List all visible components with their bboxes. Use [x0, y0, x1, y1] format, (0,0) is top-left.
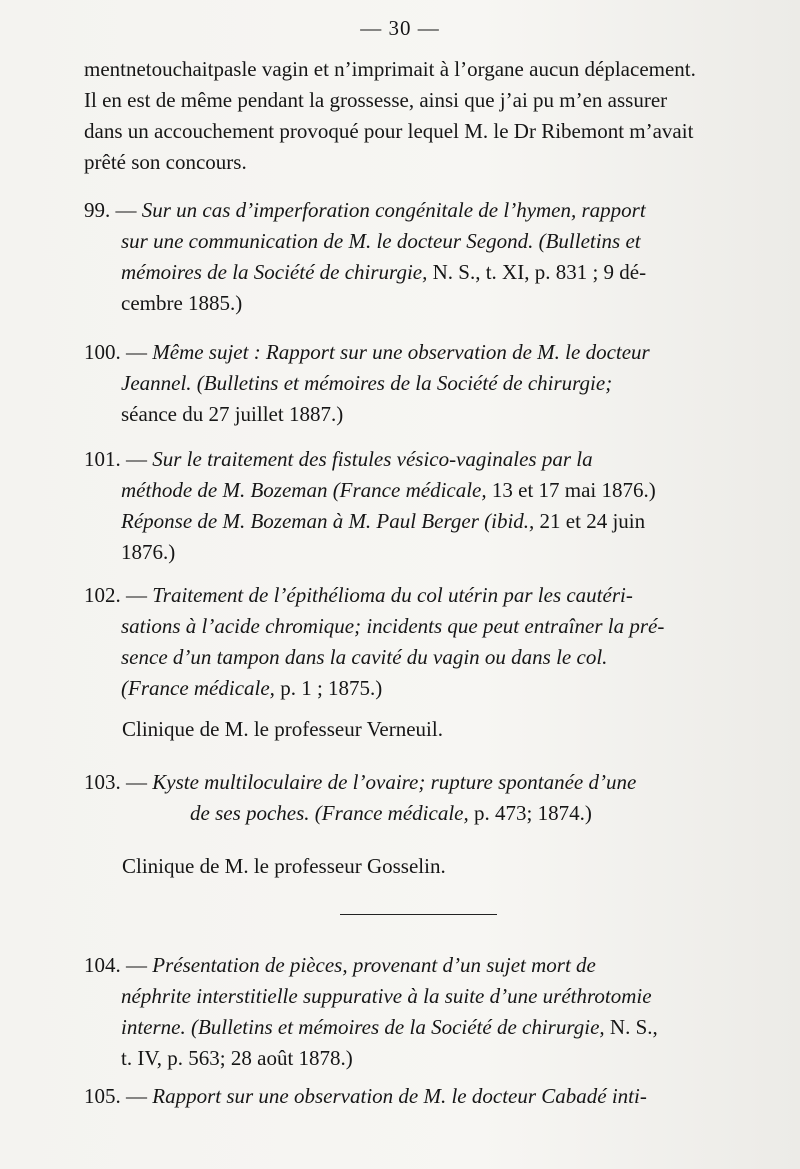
bibliography-entry-103 — [84, 767, 729, 829]
text-line: prêté son concours. — [84, 150, 247, 174]
entry-title: Présentation de pièces, provenant d’un sujet mort de — [152, 953, 596, 977]
entry-text: 21 et 24 juin — [539, 509, 646, 533]
bibliography-entry-104 — [84, 950, 729, 1074]
entry-title: Kyste multiloculaire de l’ovaire; rupture spontanée d’une — [152, 770, 637, 794]
entry-text: p. 1 ; 1875.) — [280, 676, 383, 700]
entry-text: 13 et 17 mai 1876.) — [491, 478, 656, 502]
entry-text: t. IV, p. 563; 28 août 1878.) — [121, 1046, 353, 1070]
entry-text: interne. (Bulletins et mémoires de la Société de chirurgie, — [121, 1015, 610, 1039]
text-line: Il en est de même pendant la grossesse, ainsi que j’ai pu m’en assurer — [84, 88, 668, 112]
entry-text: Jeannel. (Bulletins et mémoires de la Société de chirurgie; — [121, 371, 613, 395]
text-line: mentnetouchaitpasle vagin et n’imprimait à l’organe aucun déplacement. — [84, 57, 696, 81]
entry-text: (France médicale, — [121, 676, 281, 700]
entry-number: 101. — — [84, 447, 153, 471]
entry-text: N. S., t. XI, p. 831 ; 9 dé- — [432, 260, 647, 284]
entry-title: Sur le traitement des fistules vésico-vaginales par la — [152, 447, 593, 471]
entry-text: mémoires de la Société de chirurgie, — [121, 260, 433, 284]
entry-title: Rapport sur une observation de M. le docteur Cabadé inti- — [152, 1084, 647, 1108]
entry-text: sur une communication de M. le docteur Segond. (Bulletins et — [121, 229, 641, 253]
bibliography-entry-99 — [84, 195, 729, 319]
entry-number: 104. — — [84, 953, 153, 977]
entry-number: 105. — — [84, 1084, 153, 1108]
entry-text: p. 473; 1874.) — [473, 801, 592, 825]
entry-text: de ses poches. (France médicale, — [190, 801, 474, 825]
text-line: dans un accouchement provoqué pour lequel M. le Dr Ribemont m’avait — [84, 119, 694, 143]
section-divider — [340, 914, 497, 915]
page-number: — 30 — — [360, 16, 440, 40]
entry-text: Réponse de M. Bozeman à M. Paul Berger (ibid., — [121, 509, 540, 533]
entry-number: 99. — — [84, 198, 142, 222]
clinique-note: Clinique de M. le professeur Gosselin. — [122, 854, 446, 878]
entry-text: néphrite interstitielle suppurative à la suite d’une uréthrotomie — [121, 984, 652, 1008]
entry-text: 1876.) — [121, 540, 176, 564]
entry-text: sence d’un tampon dans la cavité du vagin ou dans le col. — [121, 645, 608, 669]
entry-text: séance du 27 juillet 1887.) — [121, 402, 344, 426]
entry-text: sations à l’acide chromique; incidents que peut entraîner la pré- — [121, 614, 665, 638]
entry-title: Même sujet : Rapport sur une observation de M. le docteur — [152, 340, 650, 364]
entry-number: 103. — — [84, 770, 153, 794]
entry-number: 102. — — [84, 583, 153, 607]
entry-title: Sur un cas d’imperforation congénitale de l’hymen, rapport — [141, 198, 646, 222]
bibliography-entry-105 — [84, 1081, 729, 1112]
intro-paragraph — [84, 54, 729, 178]
entry-text: cembre 1885.) — [121, 291, 243, 315]
entry-text: méthode de M. Bozeman (France médicale, — [121, 478, 492, 502]
entry-text: N. S., — [609, 1015, 658, 1039]
entry-number: 100. — — [84, 340, 153, 364]
entry-title: Traitement de l’épithélioma du col utérin par les cautéri- — [152, 583, 633, 607]
bibliography-entry-102 — [84, 580, 729, 704]
clinique-note: Clinique de M. le professeur Verneuil. — [122, 717, 443, 741]
bibliography-entry-100 — [84, 337, 729, 430]
bibliography-entry-101 — [84, 444, 729, 568]
